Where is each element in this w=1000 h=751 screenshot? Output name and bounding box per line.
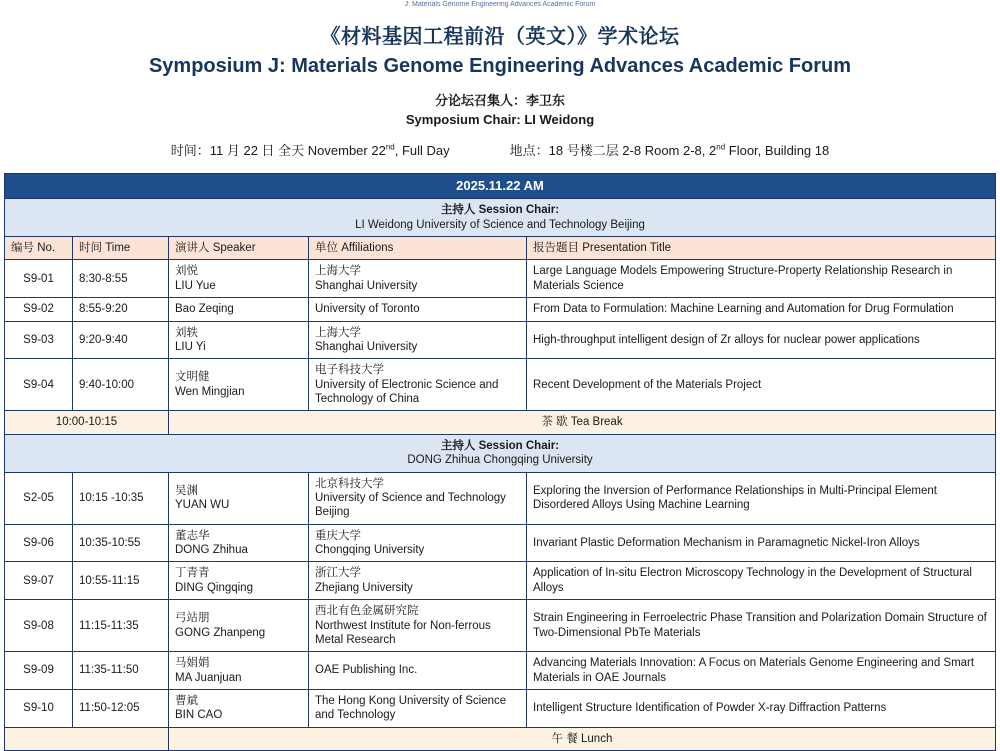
row-affiliation xyxy=(309,690,527,728)
table-row xyxy=(5,690,996,728)
session-chair-name-2: DONG Zhihua Chongqing University xyxy=(407,454,593,467)
lunch-row xyxy=(5,727,996,750)
row-time: 11:15-11:35 xyxy=(73,600,169,652)
session-chair-row-1 xyxy=(5,199,996,237)
row-title: Exploring the Inversion of Performance Relationships in Multi-Principal Element Disordered Alloys Using Machine Learning xyxy=(527,472,996,524)
row-affiliation-en: Shanghai University xyxy=(315,279,418,292)
row-affiliation-en: OAE Publishing Inc. xyxy=(315,664,418,677)
row-title: Intelligent Structure Identification of Powder X-ray Diffraction Patterns xyxy=(527,690,996,728)
row-speaker xyxy=(169,472,309,524)
row-speaker xyxy=(169,359,309,411)
row-affiliation-en: University of Science and Technology Beijing xyxy=(315,491,506,519)
table-row xyxy=(5,600,996,652)
row-affiliation-cn: 北京科技大学 xyxy=(315,477,384,490)
table-row xyxy=(5,260,996,298)
row-affiliation-cn: 上海大学 xyxy=(315,265,361,278)
row-speaker-cn: 刘悦 xyxy=(175,265,198,278)
row-title: From Data to Formulation: Machine Learning and Automation for Drug Formulation xyxy=(527,298,996,321)
tea-break-label: 茶 歇 Tea Break xyxy=(169,411,996,434)
tea-break-row xyxy=(5,411,996,434)
time-superscript: nd xyxy=(385,142,395,152)
table-row xyxy=(5,321,996,359)
row-time: 10:55-11:15 xyxy=(73,562,169,600)
row-speaker-en: DONG Zhihua xyxy=(175,544,248,556)
row-speaker-cn: 董志华 xyxy=(175,529,210,542)
row-affiliation xyxy=(309,321,527,359)
meta-row xyxy=(0,140,1000,159)
row-speaker-cn: 吴渊 xyxy=(175,484,198,497)
row-speaker-cn: 丁青青 xyxy=(175,567,210,580)
column-header-no: 编号 No. xyxy=(5,237,73,260)
row-speaker-cn: 刘轶 xyxy=(175,326,198,339)
row-speaker xyxy=(169,524,309,562)
table-row xyxy=(5,359,996,411)
row-time: 11:35-11:50 xyxy=(73,652,169,690)
column-header-title: 报告题目 Presentation Title xyxy=(527,237,996,260)
row-affiliation-cn: 西北有色金属研究院 xyxy=(315,605,419,618)
lunch-label: 午 餐 Lunch xyxy=(169,727,996,750)
symposium-chair-en: Symposium Chair: LI Weidong xyxy=(405,112,595,127)
row-affiliation xyxy=(309,562,527,600)
session-chair-label-1: 主持人 Session Chair: xyxy=(440,204,560,217)
row-title: Invariant Plastic Deformation Mechanism in Paramagnetic Nickel-Iron Alloys xyxy=(527,524,996,562)
row-speaker-en: LIU Yue xyxy=(175,279,216,292)
row-no: S9-04 xyxy=(5,359,73,411)
row-time: 9:20-9:40 xyxy=(73,321,169,359)
row-speaker xyxy=(169,562,309,600)
row-affiliation xyxy=(309,652,527,690)
column-header-speaker: 演讲人 Speaker xyxy=(169,237,309,260)
row-no: S2-05 xyxy=(5,472,73,524)
row-affiliation-en: Zhejiang University xyxy=(315,581,413,594)
row-title: Application of In-situ Electron Microscopy Technology in the Development of Structural Alloys xyxy=(527,562,996,600)
row-affiliation xyxy=(309,524,527,562)
row-speaker-en: BIN CAO xyxy=(175,709,223,722)
row-affiliation-en: Chongqing University xyxy=(315,544,425,556)
session-chair-1 xyxy=(5,199,996,237)
row-time: 10:15 -10:35 xyxy=(73,472,169,524)
row-affiliation xyxy=(309,260,527,298)
row-affiliation-en: Northwest Institute for Non-ferrous Metal Research xyxy=(315,619,491,646)
symposium-chair-cn: 分论坛召集人：李卫东 xyxy=(434,93,565,108)
row-time: 11:50-12:05 xyxy=(73,690,169,728)
row-no: S9-06 xyxy=(5,524,73,562)
session-band: 2025.11.22 AM xyxy=(5,174,996,199)
row-time: 8:55-9:20 xyxy=(73,298,169,321)
row-affiliation xyxy=(309,472,527,524)
row-speaker xyxy=(169,652,309,690)
running-header: J: Materials Genome Engineering Advances Academic Forum xyxy=(404,1,596,8)
row-time: 10:35-10:55 xyxy=(73,524,169,562)
row-title: Large Language Models Empowering Structure-Property Relationship Research in Materials Science xyxy=(527,260,996,298)
column-header-affiliation: 单位 Affiliations xyxy=(309,237,527,260)
row-affiliation-cn: 浙江大学 xyxy=(315,567,361,580)
row-title: Strain Engineering in Ferroelectric Phase Transition and Polarization Domain Structure of Two-Dimensional PbTe Materials xyxy=(527,600,996,652)
column-header-time: 时间 Time xyxy=(73,237,169,260)
row-affiliation-en: University of Electronic Science and Technology of China xyxy=(315,378,499,405)
row-title: Recent Development of the Materials Project xyxy=(527,359,996,411)
row-no: S9-07 xyxy=(5,562,73,600)
row-speaker-en: YUAN WU xyxy=(175,499,230,512)
row-time: 8:30-8:55 xyxy=(73,260,169,298)
row-speaker xyxy=(169,600,309,652)
row-speaker-en: Wen Mingjian xyxy=(175,385,245,398)
event-time: 时间：11 月 22 日 全天 November 22nd, Full Day xyxy=(170,142,450,158)
agenda-table xyxy=(4,173,996,751)
row-no: S9-01 xyxy=(5,260,73,298)
row-title: High-throughput intelligent design of Zr alloys for nuclear power applications xyxy=(527,321,996,359)
row-affiliation-en: University of Toronto xyxy=(315,303,420,316)
event-location: 地点：18 号楼二层 2-8 Room 2-8, 2nd Floor, Building 18 xyxy=(509,142,830,158)
tea-break-time: 10:00-10:15 xyxy=(5,411,169,434)
table-row xyxy=(5,524,996,562)
row-speaker-cn: 弓站朋 xyxy=(175,612,210,625)
table-row xyxy=(5,472,996,524)
row-speaker-cn: 文明健 xyxy=(175,371,210,384)
row-title: Advancing Materials Innovation: A Focus on Materials Genome Engineering and Smart Materials in OAE Journals xyxy=(527,652,996,690)
lunch-time xyxy=(5,727,169,750)
row-speaker xyxy=(169,260,309,298)
table-row xyxy=(5,652,996,690)
row-time: 9:40-10:00 xyxy=(73,359,169,411)
row-affiliation-en: Shanghai University xyxy=(315,340,418,353)
row-speaker xyxy=(169,690,309,728)
row-affiliation xyxy=(309,359,527,411)
row-speaker-en: LIU Yi xyxy=(175,340,206,353)
page-title-en: Symposium J: Materials Genome Engineering Advances Academic Forum xyxy=(148,55,852,77)
row-speaker-en: Bao Zeqing xyxy=(175,303,234,316)
session-band-row xyxy=(5,174,996,199)
row-no: S9-02 xyxy=(5,298,73,321)
session-chair-row-2 xyxy=(5,434,996,472)
row-no: S9-09 xyxy=(5,652,73,690)
row-affiliation-cn: 重庆大学 xyxy=(315,529,361,542)
place-superscript: nd xyxy=(716,142,726,152)
row-affiliation xyxy=(309,600,527,652)
row-affiliation-cn: 电子科技大学 xyxy=(315,364,384,377)
row-no: S9-10 xyxy=(5,690,73,728)
row-no: S9-08 xyxy=(5,600,73,652)
row-affiliation-en: The Hong Kong University of Science and Technology xyxy=(315,695,507,722)
session-chair-label-2: 主持人 Session Chair: xyxy=(440,439,560,452)
table-row xyxy=(5,298,996,321)
page-title-cn: 《材料基因工程前沿（英文）》学术论坛 xyxy=(320,26,680,48)
row-speaker-cn: 曹斌 xyxy=(175,695,198,707)
header-block xyxy=(0,10,1000,159)
row-speaker-cn: 马娟娟 xyxy=(175,657,210,670)
row-speaker-en: MA Juanjuan xyxy=(175,671,242,684)
row-no: S9-03 xyxy=(5,321,73,359)
column-header-row xyxy=(5,237,996,260)
row-speaker xyxy=(169,298,309,321)
table-row xyxy=(5,562,996,600)
row-speaker-en: DING Qingqing xyxy=(175,581,253,594)
row-affiliation-cn: 上海大学 xyxy=(315,326,361,339)
row-speaker xyxy=(169,321,309,359)
session-chair-2 xyxy=(5,434,996,472)
row-speaker-en: GONG Zhanpeng xyxy=(175,626,266,639)
row-affiliation xyxy=(309,298,527,321)
session-chair-name-1: LI Weidong University of Science and Technology Beijing xyxy=(355,218,645,231)
